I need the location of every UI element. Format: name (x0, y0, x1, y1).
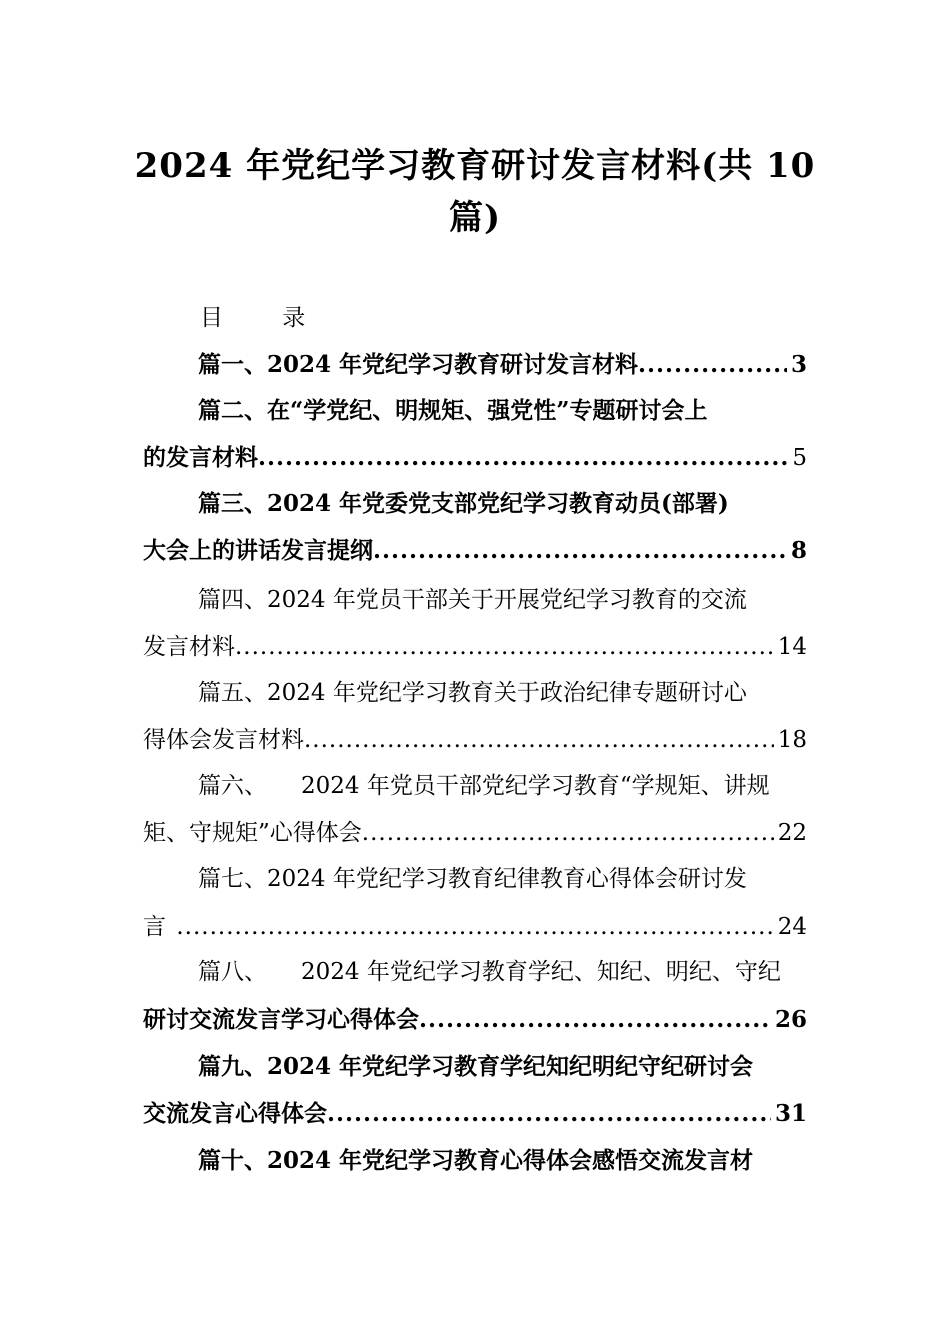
toc-entry-text: 篇五、2024 年党纪学习教育关于政治纪律专题研讨心 (198, 680, 747, 706)
toc-entry-6-line1[interactable] (198, 766, 807, 806)
toc-entry-5-line2[interactable] (143, 720, 807, 760)
toc-page-number: 8 (790, 537, 807, 564)
toc-entry-text: 矩、守规矩”心得体会 (143, 820, 362, 846)
toc-entry-3-line1[interactable] (198, 484, 807, 524)
toc-page-number: 18 (777, 727, 807, 753)
toc-entry-6-line2[interactable] (143, 813, 807, 853)
toc-entry-2-line1[interactable] (198, 391, 807, 431)
toc-page-number: 5 (792, 445, 807, 471)
toc-entry-4-line1[interactable] (198, 580, 807, 620)
document-title-line2: 篇) (448, 198, 502, 238)
toc-entry-2-line2[interactable] (143, 438, 807, 478)
toc-leader-dots (176, 907, 773, 947)
toc-entry-7-line2[interactable] (143, 907, 807, 947)
toc-entry-text: 篇四、2024 年党员干部关于开展党纪学习教育的交流 (198, 587, 747, 613)
toc-leader-dots (638, 345, 787, 385)
toc-entry-text: 篇九、2024 年党纪学习教育学纪知纪明纪守纪研讨会 (198, 1053, 754, 1080)
toc-leader-dots (235, 627, 774, 667)
toc-page-number: 26 (774, 1006, 807, 1033)
toc-entry-8-line2[interactable] (143, 1000, 807, 1040)
toc-page-number: 24 (777, 914, 807, 940)
document-title-line1: 2024 年党纪学习教育研讨发言材料(共 10 (134, 146, 816, 186)
document-title (130, 140, 820, 244)
toc-page-number: 3 (790, 351, 807, 378)
toc-entry-number: 篇八、 (198, 959, 267, 985)
toc-entry-text: 大会上的讲话发言提纲 (143, 537, 373, 564)
toc-entry-text: 交流发言心得体会 (143, 1100, 327, 1127)
toc-entry-9-line1[interactable] (198, 1047, 807, 1087)
toc-page-number: 31 (774, 1100, 807, 1127)
toc-entry-text: 研讨交流发言学习心得体会 (143, 1006, 419, 1033)
toc-entry-text: 篇七、2024 年党纪学习教育纪律教育心得体会研讨发 (198, 866, 747, 892)
toc-entry-text: 2024 年党纪学习教育学纪、知纪、明纪、守纪 (301, 959, 781, 985)
toc-entry-9-line2[interactable] (143, 1094, 807, 1134)
toc-leader-dots (258, 438, 788, 478)
toc-entry-text: 2024 年党员干部党纪学习教育“学规矩、讲规 (301, 773, 770, 799)
toc-page-number: 14 (777, 634, 807, 660)
toc-entry-number: 篇六、 (198, 773, 267, 799)
toc-entry-8-line1[interactable] (198, 952, 807, 992)
toc-entry-1[interactable] (198, 345, 807, 385)
toc-page-number: 22 (777, 820, 807, 846)
toc-entry-7-line1[interactable] (198, 859, 807, 899)
toc-entry-text: 篇一、2024 年党纪学习教育研讨发言材料 (198, 351, 639, 378)
toc-entry-3-line2[interactable] (143, 531, 807, 571)
toc-leader-dots (362, 813, 774, 853)
toc-leader-dots (419, 1000, 771, 1040)
toc-leader-dots (373, 531, 787, 571)
toc-entry-text: 篇三、2024 年党委党支部党纪学习教育动员(部署) (198, 490, 729, 517)
toc-entry-text: 篇十、2024 年党纪学习教育心得体会感悟交流发言材 (198, 1147, 754, 1174)
toc-heading: 目 录 (200, 305, 332, 331)
toc-entry-text: 发言材料 (143, 634, 235, 660)
toc-entry-10-line1[interactable] (198, 1141, 807, 1181)
toc-entry-text: 言 (143, 914, 166, 940)
toc-entry-text: 篇二、在“学党纪、明规矩、强党性”专题研讨会上 (198, 397, 708, 424)
toc-entry-text: 的发言材料 (143, 444, 258, 471)
toc-entry-text: 得体会发言材料 (143, 727, 304, 753)
toc-leader-dots (304, 720, 774, 760)
toc-entry-4-line2[interactable] (143, 627, 807, 667)
toc-leader-dots (327, 1094, 771, 1134)
toc-entry-5-line1[interactable] (198, 673, 807, 713)
